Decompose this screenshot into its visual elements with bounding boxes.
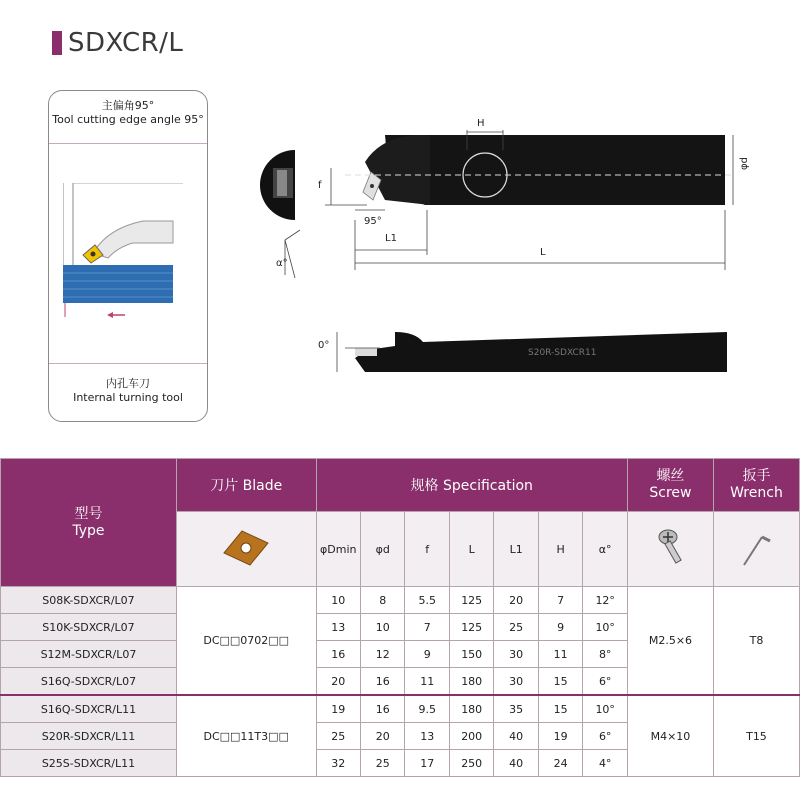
value-cell: 25 (316, 723, 360, 750)
value-cell: 10° (583, 695, 628, 723)
value-cell: 35 (494, 695, 538, 723)
value-cell: 180 (449, 668, 493, 696)
wrench-header (713, 459, 799, 512)
value-cell: 40 (494, 750, 538, 777)
value-cell: 7 (405, 614, 449, 641)
wrench-header-en: Wrench (730, 485, 783, 501)
spec-table (0, 458, 800, 777)
value-cell: 30 (494, 668, 538, 696)
value-cell: 200 (449, 723, 493, 750)
value-cell: 19 (316, 695, 360, 723)
table-header-row-1 (1, 459, 800, 512)
col-l1: L1 (494, 512, 538, 587)
value-cell: 9 (405, 641, 449, 668)
value-cell: 6° (583, 668, 628, 696)
value-cell: 7 (538, 587, 582, 614)
col-dmin: φDmin (316, 512, 360, 587)
table-row (1, 695, 800, 723)
blade-header: 刀片 Blade (176, 459, 316, 512)
dim-f-label: f (318, 180, 322, 191)
value-cell: 16 (360, 695, 404, 723)
col-l: L (449, 512, 493, 587)
value-cell: 150 (449, 641, 493, 668)
value-cell: 9.5 (405, 695, 449, 723)
value-cell: 32 (316, 750, 360, 777)
value-cell: 13 (405, 723, 449, 750)
col-h: H (538, 512, 582, 587)
inset-bottom-en: Internal turning tool (73, 391, 183, 404)
screw-cell: M4×10 (627, 695, 713, 777)
value-cell: 180 (449, 695, 493, 723)
type-cell: S08K-SDXCR/L07 (1, 587, 177, 614)
bar-marking: S20R-SDXCR11 (528, 348, 597, 358)
value-cell: 20 (360, 723, 404, 750)
dim-l-label: L (540, 247, 546, 258)
internal-turning-illustration (63, 183, 193, 323)
blade-cell: DC□□11T3□□ (176, 695, 316, 777)
value-cell: 125 (449, 587, 493, 614)
col-d: φd (360, 512, 404, 587)
type-cell: S25S-SDXCR/L11 (1, 750, 177, 777)
wrench-cell: T8 (713, 587, 799, 696)
inset-bottom-cn: 内孔车刀 (106, 377, 150, 390)
screw-header-en: Screw (649, 485, 692, 501)
value-cell: 24 (538, 750, 582, 777)
type-cell: S20R-SDXCR/L11 (1, 723, 177, 750)
screw-header (627, 459, 713, 512)
type-cell: S16Q-SDXCR/L07 (1, 668, 177, 696)
screw-header-cn: 螺丝 (656, 468, 685, 484)
value-cell: 13 (316, 614, 360, 641)
value-cell: 20 (316, 668, 360, 696)
value-cell: 4° (583, 750, 628, 777)
inset-panel (48, 90, 208, 422)
wrench-cell: T15 (713, 695, 799, 777)
dim-alpha-label: α° (276, 258, 288, 269)
col-alpha: α° (583, 512, 628, 587)
col-f: f (405, 512, 449, 587)
screw-icon (650, 523, 690, 573)
inset-divider-bottom (49, 363, 207, 364)
type-header-en: Type (72, 522, 105, 539)
value-cell: 25 (494, 614, 538, 641)
value-cell: 15 (538, 695, 582, 723)
page-title: SDXCR/L (68, 28, 184, 58)
table-row (1, 587, 800, 614)
screw-icon-cell (627, 512, 713, 587)
value-cell: 16 (360, 668, 404, 696)
value-cell: 17 (405, 750, 449, 777)
dim-zero-label: 0° (318, 340, 330, 351)
value-cell: 8° (583, 641, 628, 668)
type-header (1, 459, 177, 587)
dim-h-label: H (477, 118, 485, 129)
blade-cell: DC□□0702□□ (176, 587, 316, 696)
value-cell: 10 (360, 614, 404, 641)
inset-top-en: Tool cutting edge angle 95° (52, 113, 204, 126)
value-cell: 10° (583, 614, 628, 641)
value-cell: 20 (494, 587, 538, 614)
value-cell: 16 (316, 641, 360, 668)
value-cell: 250 (449, 750, 493, 777)
inset-divider-top (49, 143, 207, 144)
wrench-icon-cell (713, 512, 799, 587)
type-cell: S12M-SDXCR/L07 (1, 641, 177, 668)
tool-technical-drawing (255, 110, 765, 430)
type-header-cn: 型号 (74, 505, 103, 522)
specification-header: 规格 Specification (316, 459, 627, 512)
insert-icon (216, 523, 276, 573)
value-cell: 6° (583, 723, 628, 750)
dim-d-label: φd (738, 157, 750, 170)
dim-l1-label: L1 (385, 233, 397, 244)
value-cell: 9 (538, 614, 582, 641)
value-cell: 11 (405, 668, 449, 696)
value-cell: 15 (538, 668, 582, 696)
value-cell: 12° (583, 587, 628, 614)
dim-95-label: 95° (364, 216, 382, 227)
wrench-header-cn: 扳手 (742, 468, 771, 484)
value-cell: 11 (538, 641, 582, 668)
value-cell: 40 (494, 723, 538, 750)
screw-cell: M2.5×6 (627, 587, 713, 696)
value-cell: 19 (538, 723, 582, 750)
value-cell: 12 (360, 641, 404, 668)
value-cell: 30 (494, 641, 538, 668)
type-cell: S16Q-SDXCR/L11 (1, 695, 177, 723)
value-cell: 125 (449, 614, 493, 641)
title-marker (52, 31, 62, 55)
page-header (52, 30, 183, 56)
value-cell: 10 (316, 587, 360, 614)
value-cell: 5.5 (405, 587, 449, 614)
blade-insert-cell (176, 512, 316, 587)
type-cell: S10K-SDXCR/L07 (1, 614, 177, 641)
value-cell: 25 (360, 750, 404, 777)
wrench-icon (736, 523, 776, 573)
inset-top-cn: 主偏角95° (101, 99, 155, 112)
value-cell: 8 (360, 587, 404, 614)
